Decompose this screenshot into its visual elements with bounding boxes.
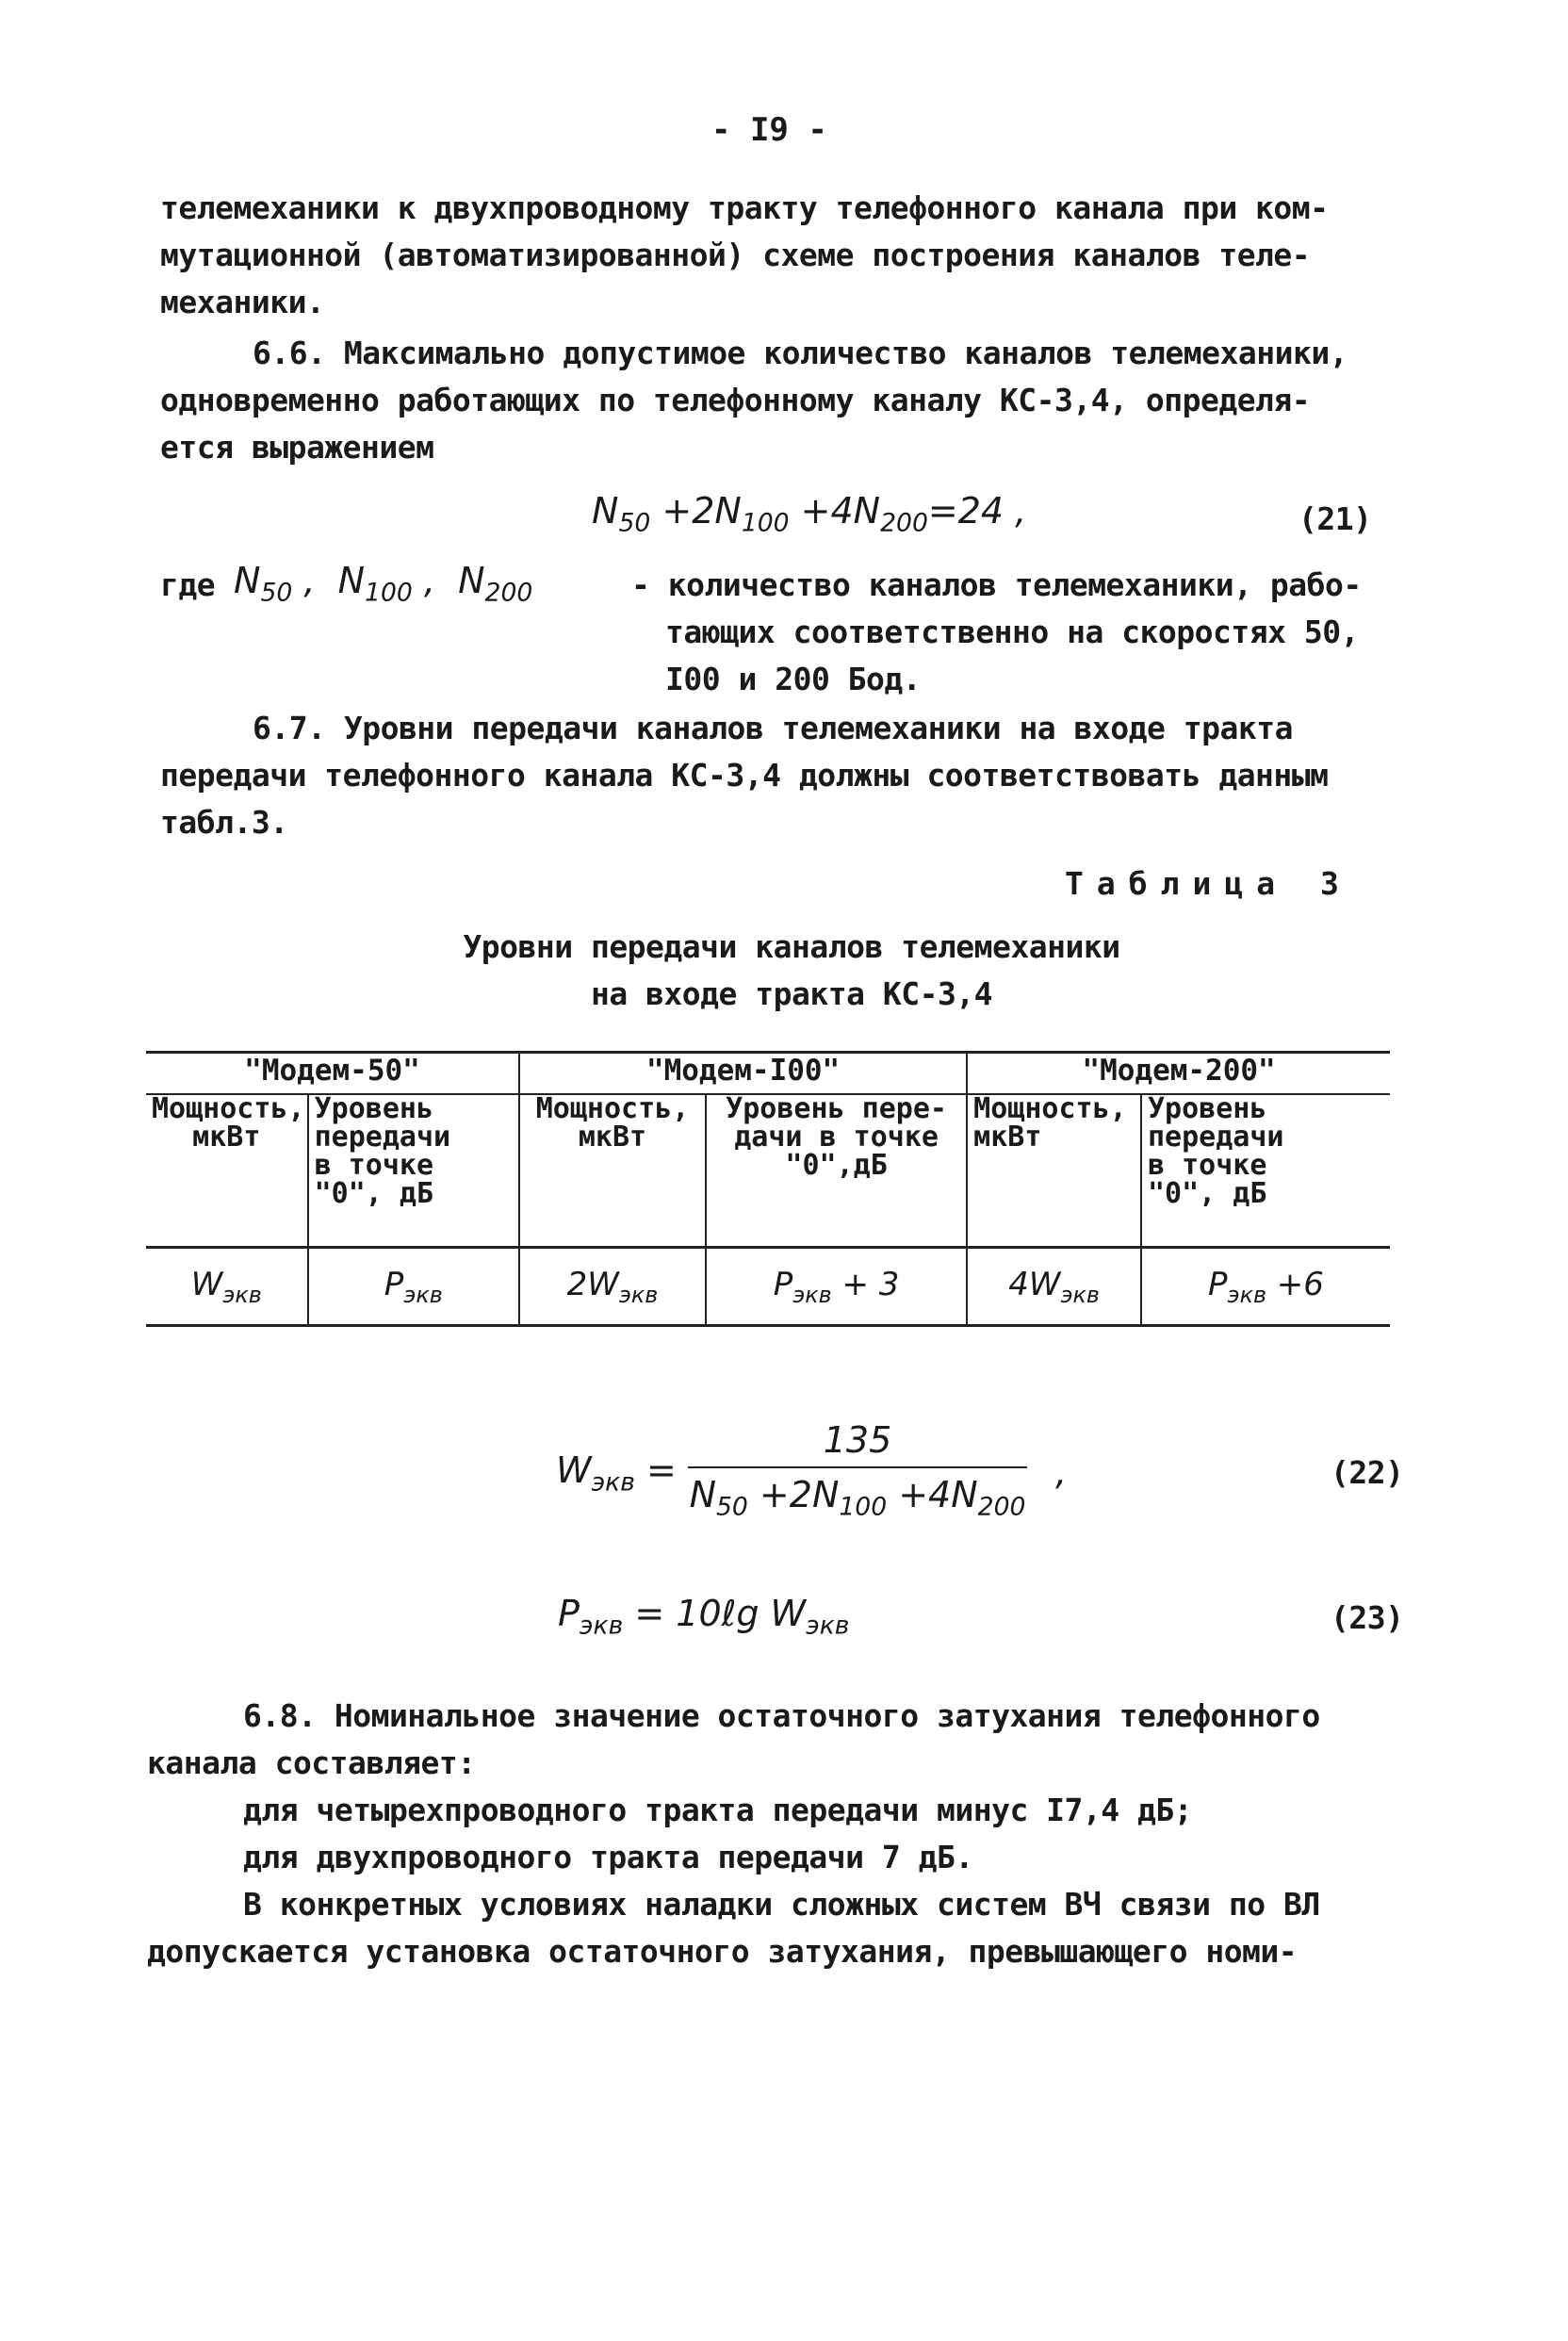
p66-line-1: 6.6. Максимально допустимое количество каналов телемеханики, [253, 335, 1348, 371]
header-level-200: Уровень передачи в точке "0", дБ [1141, 1094, 1390, 1248]
equation-21-number: (21) [1298, 500, 1372, 537]
group-header-modem-100: "Модем-I00" [519, 1053, 967, 1095]
p68-line-1: 6.8. Номинальное значение остаточного затухания телефонного [243, 1697, 1320, 1734]
equation-22-comma: , [1055, 1451, 1068, 1493]
intro-line-3: механики. [160, 284, 325, 320]
group-header-modem-200: "Модем-200" [967, 1053, 1390, 1095]
table-label: Таблица 3 [1065, 865, 1352, 902]
p67-line-3: табл.3. [160, 804, 288, 841]
p68-line-2: канала составляет: [147, 1744, 476, 1781]
equation-21: $N_{50} +2N_{100} +4N_{200}=24$ , [592, 490, 1027, 538]
where-label: где [160, 566, 216, 603]
equation-22-lhs: $W_{экв}$ = [556, 1449, 677, 1498]
intro-line-1: телемеханики к двухпроводному тракту телефонного канала при ком- [160, 189, 1329, 226]
value-level-50: $P_{экв}$ [308, 1248, 519, 1326]
equation-22-numerator: 135 [823, 1419, 892, 1461]
equation-22-fraction [688, 1419, 1027, 1522]
header-level-50: Уровень передачи в точке "0", дБ [308, 1094, 519, 1248]
where-line-1: - количество каналов телемеханики, рабо- [631, 566, 1362, 603]
p67-line-1: 6.7. Уровни передачи каналов телемеханики на входе тракта [253, 710, 1293, 746]
page-number: - I9 - [711, 111, 827, 149]
where-line-3: I00 и 200 Бод. [665, 661, 922, 697]
p66-line-3: ется выражением [160, 429, 434, 466]
intro-line-2: мутационной (автоматизированной) схеме построения каналов теле- [160, 237, 1311, 273]
p68-line-5: В конкретных условиях наладки сложных систем ВЧ связи по ВЛ [243, 1886, 1320, 1923]
value-power-50: $W_{экв}$ [146, 1248, 308, 1326]
group-header-modem-50: "Модем-50" [146, 1053, 519, 1095]
header-power-100: Мощность, мкВт [519, 1094, 706, 1248]
p68-line-4: для двухпроводного тракта передачи 7 дБ. [243, 1839, 973, 1875]
fraction-bar [688, 1466, 1027, 1468]
p66-line-2: одновременно работающих по телефонному каналу КС-3,4, определя- [160, 382, 1311, 418]
header-power-50: Мощность, мкВт [146, 1094, 308, 1248]
where-line-2: тающих соответственно на скоростях 50, [665, 614, 1359, 650]
equation-22-denominator: $N_{50} +2N_{100} +4N_{200}$ [689, 1474, 1026, 1522]
value-power-200: $4W_{экв}$ [967, 1248, 1141, 1326]
header-power-200: Мощность, мкВт [967, 1094, 1141, 1248]
where-symbols: $N_{50}$ , $N_{100}$ , $N_{200}$ [234, 560, 533, 608]
value-power-100: $2W_{экв}$ [519, 1248, 706, 1326]
equation-23: $P_{экв}$ = 10ℓg $W_{экв}$ [558, 1593, 850, 1641]
levels-table [146, 1051, 1390, 1327]
equation-23-number: (23) [1331, 1599, 1404, 1636]
equation-22-number: (22) [1331, 1454, 1404, 1491]
table-title-line-2: на входе тракта КС-3,4 [590, 975, 993, 1012]
header-level-100: Уровень пере- дачи в точке "0",дБ [706, 1094, 967, 1248]
table-title-line-1: Уровни передачи каналов телемеханики [463, 928, 1120, 965]
p68-line-3: для четырехпроводного тракта передачи минус I7,4 дБ; [243, 1792, 1193, 1828]
value-level-200: $P_{экв} +6$ [1141, 1248, 1390, 1326]
value-level-100: $P_{экв} + 3$ [706, 1248, 967, 1326]
p67-line-2: передачи телефонного канала КС-3,4 должны соответствовать данным [160, 757, 1329, 794]
p68-line-6: допускается установка остаточного затухания, превышающего номи- [147, 1933, 1298, 1970]
